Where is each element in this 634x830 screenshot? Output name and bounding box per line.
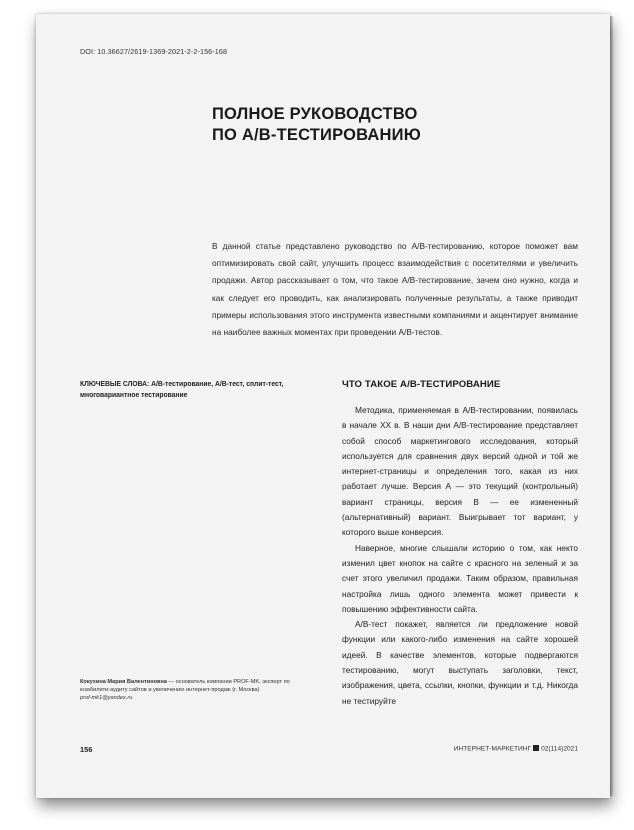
- doi-line: DOI: 10.36627/2619-1369-2021-2-2-156-168: [80, 47, 228, 56]
- body-text: [342, 403, 578, 709]
- paper-page: [36, 14, 610, 798]
- author-email: prof-mk1@yandex.ru: [80, 695, 133, 702]
- journal-issue: 02(114)2021: [541, 745, 578, 753]
- square-icon: [533, 745, 539, 751]
- author-description: — основатель компании PROF-MK, эксперт по юзабилити-аудиту сайтов и увеличению интернет-продаж (г. Москва): [80, 679, 290, 694]
- title-line-2: ПО А/В-ТЕСТИРОВАНИЮ: [212, 126, 421, 144]
- body-paragraph-3: А/В-тест покажет, является ли предложение новой функции или какого-либо изменения на сайте хорошей идеей. В качестве элементов, которые подвергаются тестированию, могут выступать заголовки, текст, изображения, цвета, ссылки, кнопки, функции и т.д. Никогда не тестируйте: [342, 619, 578, 706]
- body-paragraph-2: Наверное, многие слышали историю о том, как некто изменил цвет кнопок на сайте с красного на зеленый и за счет этого увеличил продажи. Таким образом, правильная настройка лишь одного элемента может привести к повышению эффективности сайта.: [342, 542, 578, 614]
- keywords: КЛЮЧЕВЫЕ СЛОВА: А/В-тестирование, А/В-тест, сплит-тест, многовариантное тестирование: [80, 379, 284, 399]
- author-info: [80, 678, 310, 703]
- section-heading: ЧТО ТАКОЕ А/В-ТЕСТИРОВАНИЕ: [342, 379, 501, 390]
- author-name: Кокухина Мария Валентиновна: [80, 679, 167, 685]
- body-paragraph-1: Методика, применяемая в А/В-тестировании, появилась в начале XX в. В наши дни А/В-тестирование представляет собой способ маркетингового исследования, который используется для сравнения двух версий одной и той же интернет-страницы и определения того, какая из них работает лучше. Версия А — это текущий (контрольный) вариант страницы, версия В — ее измененный (альтернативный) вариант. Выигрывает тот вариант, у которого выше конверсия.: [342, 405, 578, 538]
- journal-footer: [454, 745, 578, 753]
- abstract: В данной статье представлено руководство по А/В-тестированию, которое поможет вам оптимизировать свой сайт, улучшить процесс взаимодействия с посетителями и увеличить продажи. Автор рассказывает о том, что такое А/В-тестирование, зачем оно нужно, когда и как следует его проводить, как анализировать полученные результаты, а также приводит примеры использования этого инструмента известными компаниями и акцентирует внимание на наиболее важных моментах при проведении А/В-тестов.: [212, 241, 578, 338]
- page-number: 156: [80, 745, 93, 754]
- title-line-1: ПОЛНОЕ РУКОВОДСТВО: [212, 105, 418, 123]
- article-title: [212, 104, 421, 146]
- journal-name: ИНТЕРНЕТ-МАРКЕТИНГ: [453, 745, 532, 753]
